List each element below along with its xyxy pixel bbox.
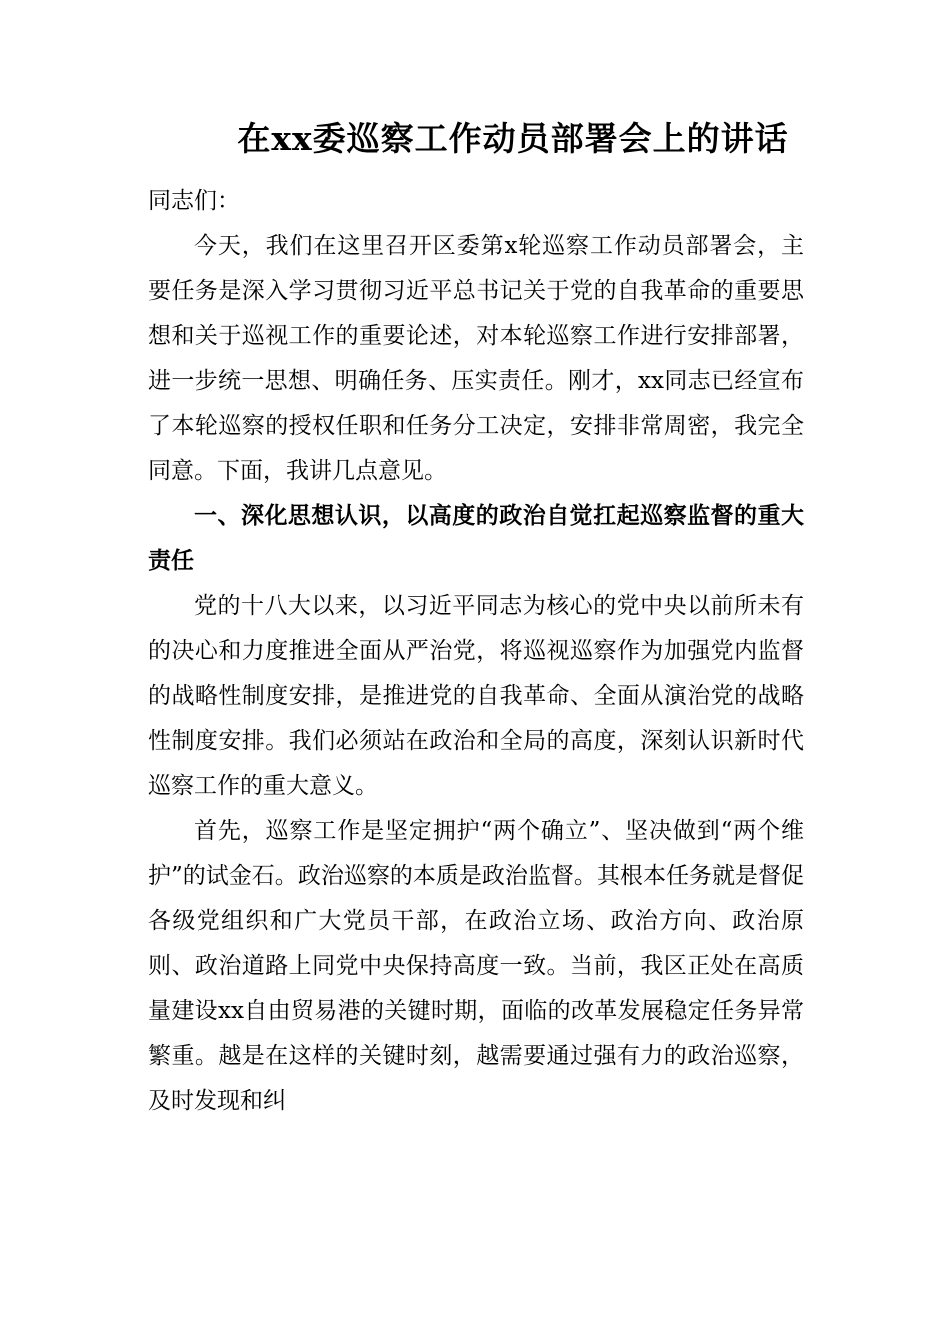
section-heading-1: 一、深化思想认识，以高度的政治自觉扛起巡察监督的重大责任 [148, 503, 804, 574]
document-title: 在xx委巡察工作动员部署会上的讲话 [237, 119, 789, 158]
salutation: 同志们： [148, 188, 240, 214]
document-body [148, 179, 804, 1124]
paragraph-intro: 今天，我们在这里召开区委第x轮巡察工作动员部署会，主要任务是深入学习贯彻习近平总书记关于党的自我革命的重要思想和关于巡视工作的重要论述，对本轮巡察工作进行安排部署，进一步统一思想、明确任务、压实责任。刚才，xx同志已经宣布了本轮巡察的授权任职和任务分工决定，安排非常周密，我完全同意。下面，我讲几点意见。 [148, 233, 804, 484]
paragraph-section1-1: 党的十八大以来，以习近平同志为核心的党中央以前所未有的决心和力度推进全面从严治党，将巡视巡察作为加强党内监督的战略性制度安排，是推进党的自我革命、全面从演治党的战略性制度安排。我们必须站在政治和全局的高度，深刻认识新时代巡察工作的重大意义。 [148, 593, 804, 799]
paragraph-section1-2: 首先，巡察工作是坚定拥护“两个确立”、坚决做到“两个维护”的试金石。政治巡察的本质是政治监督。其根本任务就是督促各级党组织和广大党员干部，在政治立场、政治方向、政治原则、政治道路上同党中央保持高度一致。当前，我区正处在高质量建设xx自由贸易港的关键时期，面临的改革发展稳定任务异常繁重。越是在这样的关键时刻，越需要通过强有力的政治巡察，及时发现和纠 [148, 818, 804, 1114]
